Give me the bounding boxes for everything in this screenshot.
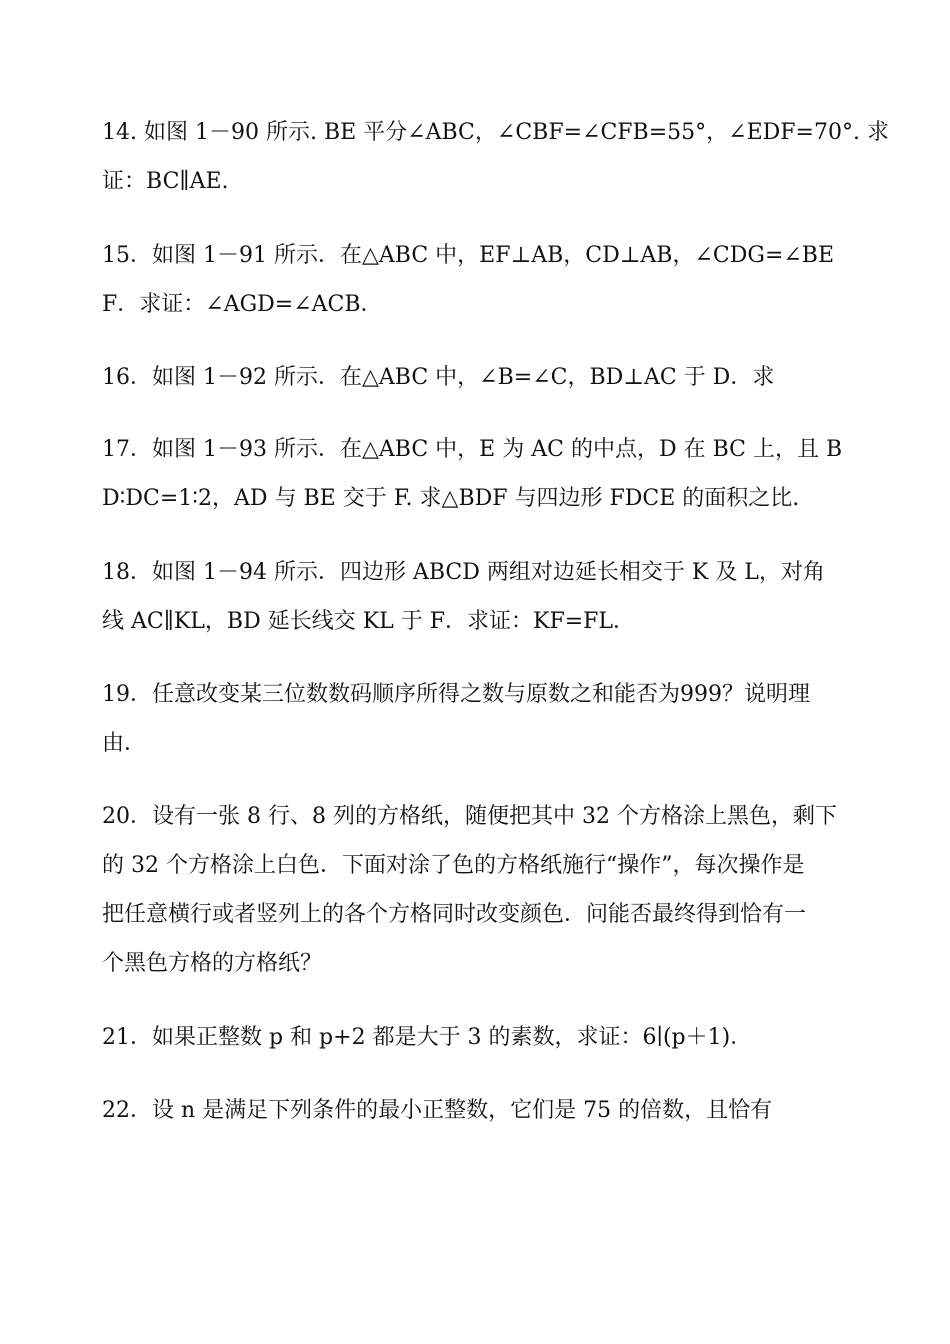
problem-line: 16．如图 1－92 所示．在△ABC 中，∠B=∠C，BD⊥AC 于 D．求 — [102, 365, 775, 390]
problem-line: 由． — [102, 731, 147, 756]
problem-line: 14. 如图 1－90 所示. BE 平分∠ABC，∠CBF=∠CFB=55°，∠EDF=70°. 求 — [102, 120, 889, 145]
problem-line: 22．设 n 是满足下列条件的最小正整数，它们是 75 的倍数，且恰有 — [102, 1098, 773, 1123]
problem-line: 个黑色方格的方格纸？ — [102, 951, 323, 976]
problem-line: 15．如图 1－91 所示．在△ABC 中，EF⊥AB，CD⊥AB，∠CDG=∠BE — [102, 243, 835, 268]
problem-line: 21．如果正整数 p 和 p+2 都是大于 3 的素数，求证：6∣(p＋1)． — [102, 1025, 753, 1050]
problem-20 — [102, 792, 872, 988]
problem-15 — [102, 231, 872, 329]
problem-line: D∶DC=1∶2，AD 与 BE 交于 F. 求△BDF 与四边形 FDCE 的面积之比. — [102, 486, 800, 511]
problem-line: 20．设有一张 8 行、8 列的方格纸，随便把其中 32 个方格涂上黑色，剩下 — [102, 804, 837, 829]
problem-line: 19．任意改变某三位数数码顺序所得之数与原数之和能否为999？说明理 — [102, 682, 810, 707]
problem-19 — [102, 670, 872, 768]
problem-line: F．求证：∠AGD=∠ACB． — [102, 292, 383, 317]
problem-line: 18．如图 1－94 所示．四边形 ABCD 两组对边延长相交于 K 及 L，对角 — [102, 560, 825, 585]
problem-21 — [102, 1013, 872, 1062]
problem-22 — [102, 1086, 872, 1135]
problem-line: 的 32 个方格涂上白色．下面对涂了色的方格纸施行“操作”，每次操作是 — [102, 853, 805, 878]
problem-18 — [102, 548, 872, 646]
problem-17 — [102, 425, 872, 523]
problem-line: 17．如图 1－93 所示．在△ABC 中，E 为 AC 的中点，D 在 BC 上，且 B — [102, 437, 843, 462]
problem-16 — [102, 353, 872, 402]
problem-line: 把任意横行或者竖列上的各个方格同时改变颜色．问能否最终得到恰有一 — [102, 902, 807, 927]
problem-line: 证：BC∥AE. — [102, 169, 229, 194]
problem-14 — [102, 108, 889, 206]
problem-line: 线 AC∥KL，BD 延长线交 KL 于 F．求证：KF=FL． — [102, 609, 636, 634]
